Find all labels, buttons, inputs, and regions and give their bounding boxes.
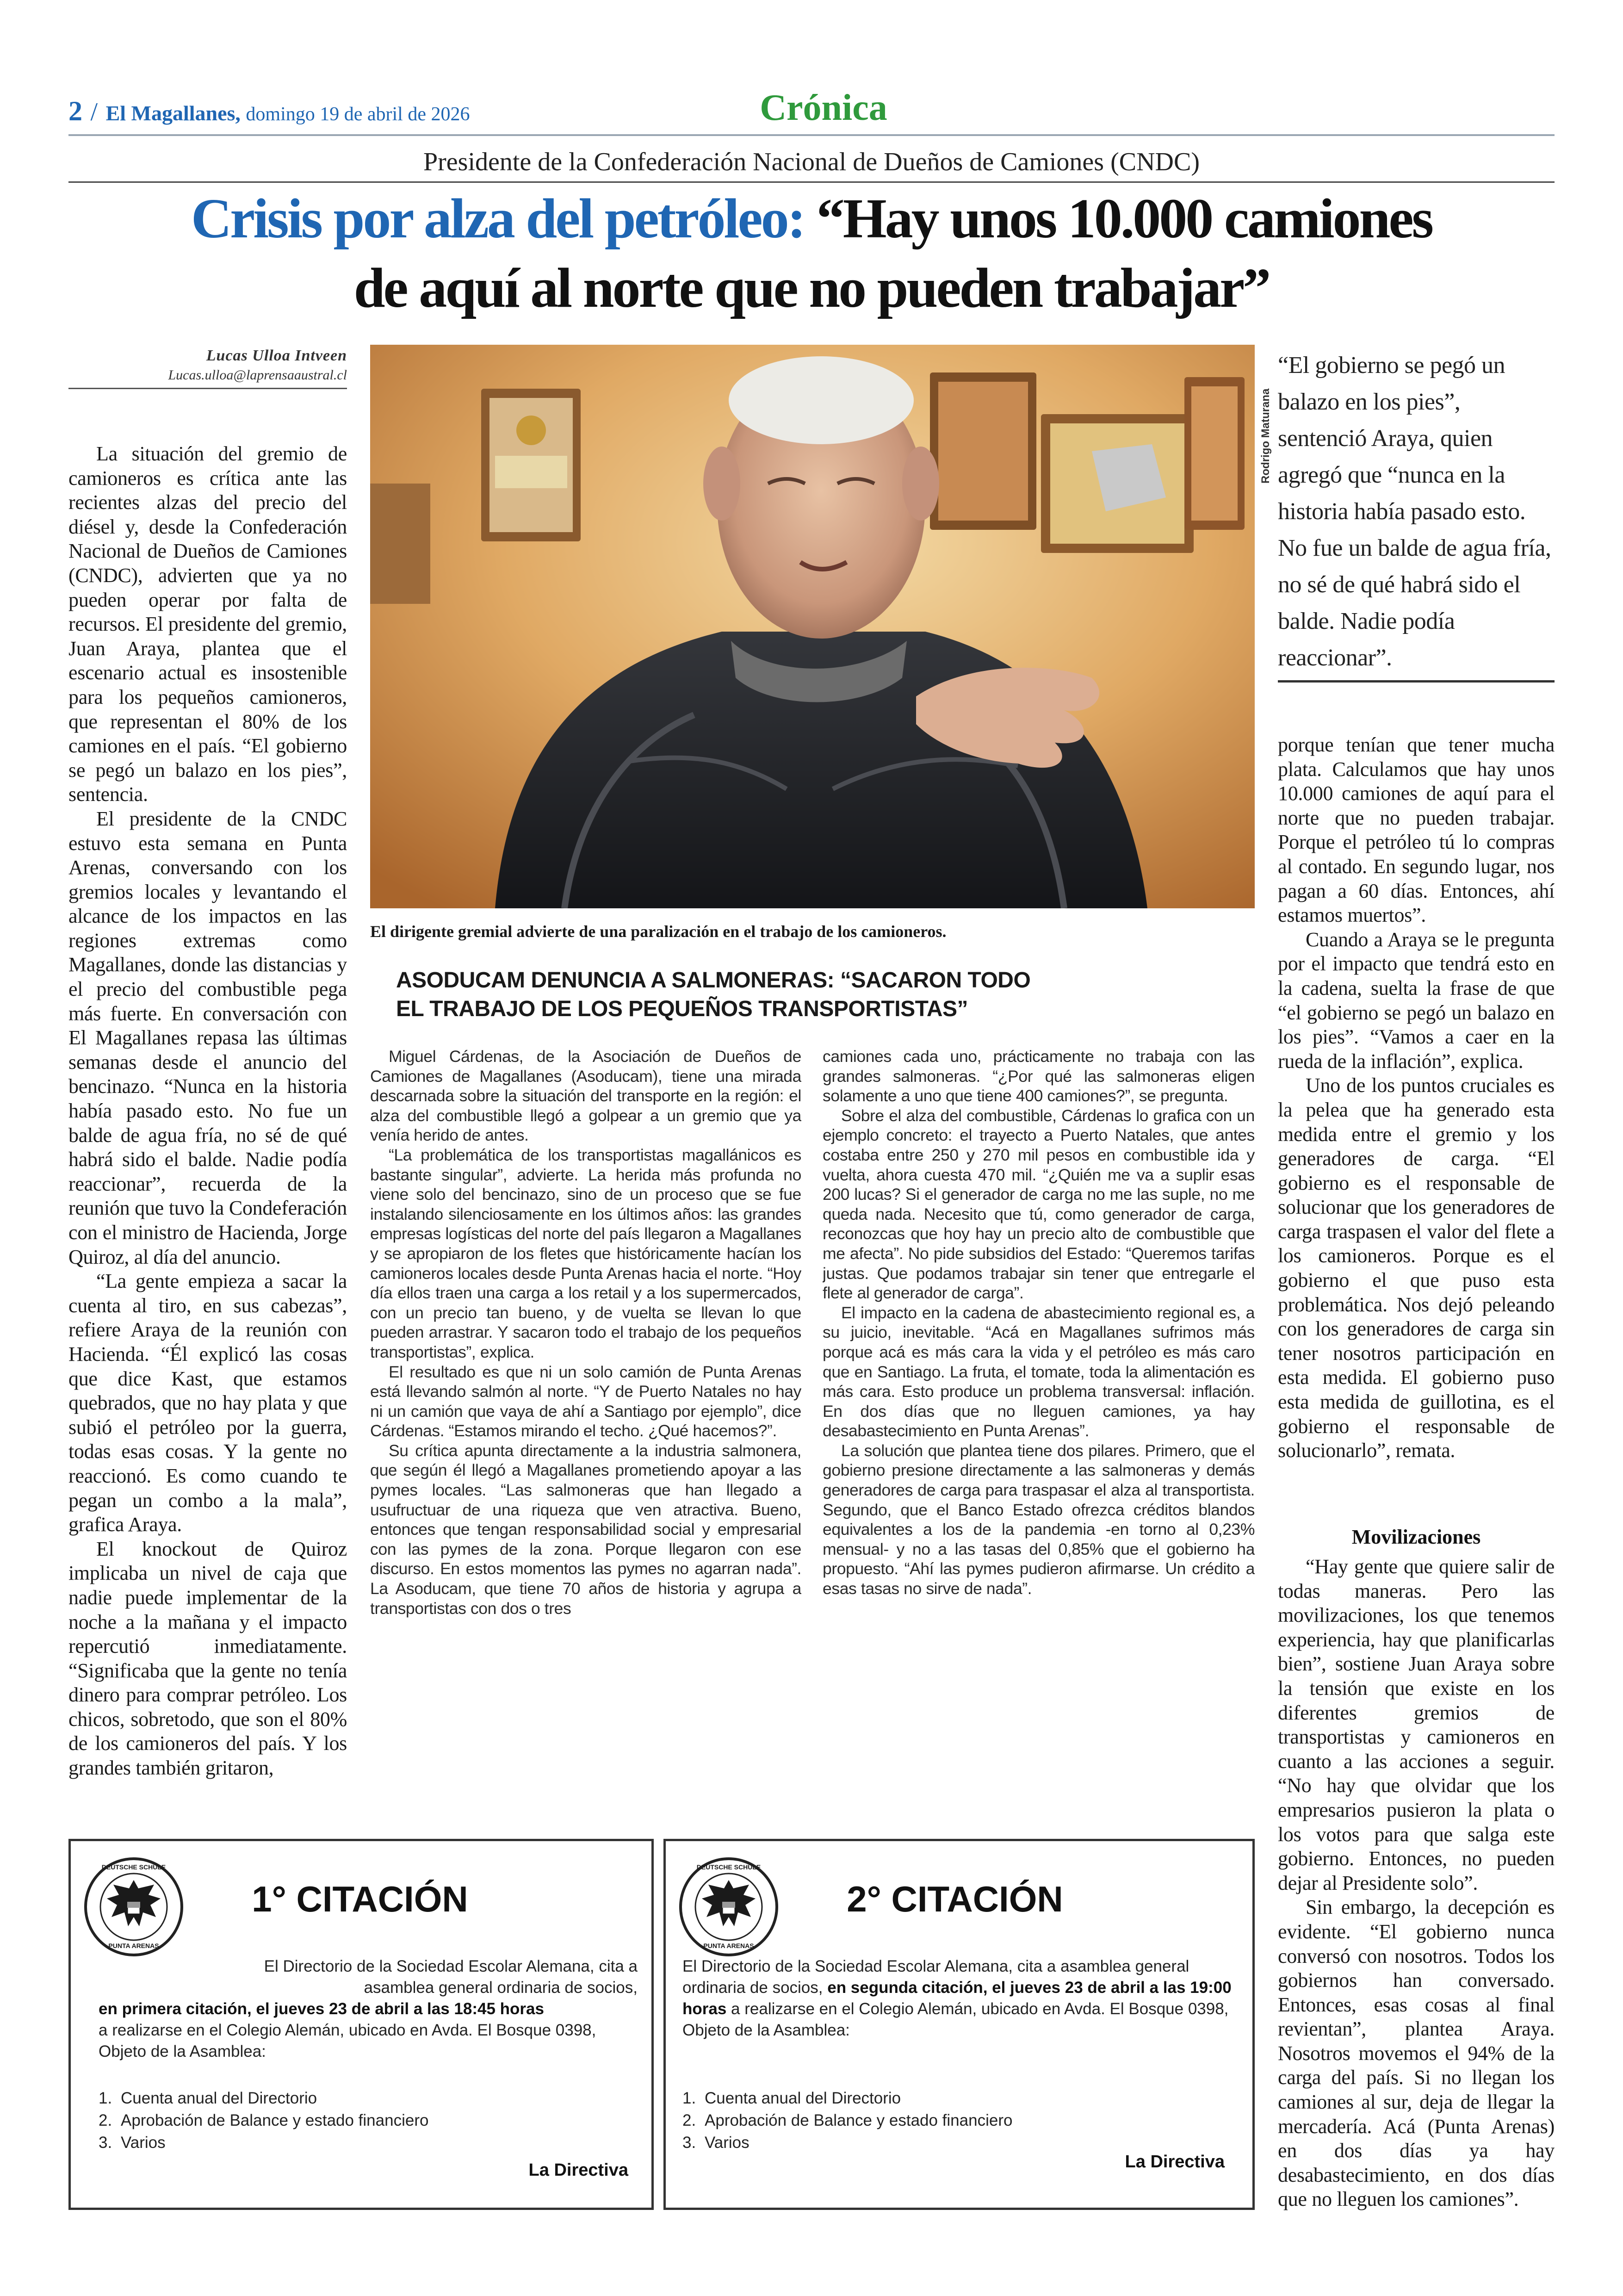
ad-citation-2 xyxy=(663,1839,1255,2210)
agenda-item: 1. Cuenta anual del Directorio xyxy=(682,2089,901,2107)
sidebar-title-line-1: ASODUCAM DENUNCIA A SALMONERAS: “SACARON TODO xyxy=(396,968,1031,993)
ad-text xyxy=(99,1956,638,2062)
paragraph: El resultado es que ni un solo camión de Punta Arenas está llevando salmón al norte. “Y de Puerto Natales no hay ni un camión que vaya de ahí a Santiago por ejemplo”, dice Cárdenas. “Estamos mirando el techo. ¿Qué hacemos?”. xyxy=(370,1362,801,1440)
main-photo xyxy=(370,345,1255,908)
left-column xyxy=(68,442,347,1825)
page-number: 2 xyxy=(68,96,82,126)
right-column-2 xyxy=(1278,1555,1555,2221)
headline xyxy=(68,184,1555,323)
ad-text-bold: en segunda citación, el jueves 23 de abril a las 19:00 horas xyxy=(682,1979,1232,2018)
ad-text-intro: El Directorio de la Sociedad Escolar Alemana, cita a asamblea general ordinaria de socios, xyxy=(264,1957,638,1997)
ad-text-intro: El Directorio de la Sociedad Escolar Alemana, cita a asamblea general ordinaria de socios, xyxy=(682,1957,1189,1997)
ad-title: 2° CITACIÓN xyxy=(847,1879,1063,1919)
byline xyxy=(68,347,347,383)
headline-quote-1: “Hay unos 10.000 camiones xyxy=(816,187,1432,250)
ad-title: 1° CITACIÓN xyxy=(252,1879,468,1919)
paragraph: “La problemática de los transportistas magallánicos es bastante singular”, advierte. La herida más profunda no viene solo del bencinazo, sino de un proceso que se fue instalando silenciosamente en los últimos años: las grandes empresas logísticas del norte del país llegaron a Magallanes y se apropiaron de los fletes que históricamente hacían los camioneros locales desde Punta Arenas hacia el norte. “Hoy día ellos traen una carga a los retail y a los supermercados, con un precio tan bueno, y de vuelta se llevan lo que pueden arrastrar. Y sacaron todo el trabajo de los pequeños transportistas”, explica. xyxy=(370,1145,801,1361)
paragraph: Sin embargo, la decepción es evidente. “El gobierno nunca conversó con nosotros. Todos los gobiernos han conversado. Entonces, esas cosas al final revientan”, plantea Araya. Nosotros movemos el 94% de la carga del país. Si no llegan los camiones al sur, deja de llegar la mercadería. Acá (Punta Arenas) en dos días ya hay desabastecimiento, en dos días que no lleguen los camiones”. xyxy=(1278,1896,1555,2211)
agenda-item: 2. Aprobación de Balance y estado financiero xyxy=(682,2111,1013,2129)
ad-agenda xyxy=(682,2087,1191,2154)
photo-illustration xyxy=(370,345,1255,908)
pull-quote-rule xyxy=(1278,680,1555,683)
right-column xyxy=(1278,733,1555,1520)
kicker: Presidente de la Confederación Nacional de Dueños de Camiones (CNDC) xyxy=(423,148,1200,176)
photo-caption: El dirigente gremial advierte de una paralización en el trabajo de los camioneros. xyxy=(370,922,947,941)
issue-date: domingo 19 de abril de 2026 xyxy=(246,104,470,125)
paper-name: El Magallanes, xyxy=(105,101,241,125)
paragraph: La situación del gremio de camioneros es crítica ante las recientes alzas del precio del diésel y, desde la Confederación Nacional de Dueños de Camiones (CNDC), advierten que ya no pueden operar por falta de recursos. El presidente del gremio, Juan Araya, plantea que el escenario actual es insostenible para los pequeños camioneros, que representan el 80% de los camiones en el país. “El gobierno se pegó un balazo en los pies”, sentencia. xyxy=(68,442,347,806)
ad-citation-1 xyxy=(68,1839,654,2210)
paragraph: Su crítica apunta directamente a la industria salmonera, que según él llegó a Magallanes prometiendo apoyar a las pymes locales. “Las salmoneras que han llegado a usufructuar de una riqueza que ven atractiva. Bueno, entonces que tengan responsabilidad social y empresarial con las pymes de la zona. Porque llegaron con ese discurso. En estos momentos las pymes no agarran nada”. La Asoducam, que tiene 70 años de historia y agrupa a transportistas con dos o tres xyxy=(370,1441,801,1618)
ad-text-venue: a realizarse en el Colegio Alemán, ubicado en Avda. El Bosque 0398, Objeto de la Asamblea: xyxy=(682,2000,1229,2039)
logo-text-bottom: PUNTA ARENAS xyxy=(108,1942,159,1949)
byline-email[interactable]: Lucas.ulloa@laprensaaustral.cl xyxy=(168,367,347,383)
sidebar-column-2 xyxy=(823,1047,1255,1803)
agenda-item: 3. Varios xyxy=(682,2134,750,2152)
sidebar-title-line-2: EL TRABAJO DE LOS PEQUEÑOS TRANSPORTISTAS” xyxy=(396,997,968,1021)
ad-text xyxy=(682,1956,1233,2041)
ad-signature: La Directiva xyxy=(1125,2152,1225,2172)
folio xyxy=(68,95,470,127)
folio-separator: / xyxy=(90,98,98,126)
ad-signature: La Directiva xyxy=(528,2160,628,2180)
paragraph: Sobre el alza del combustible, Cárdenas lo grafica con un ejemplo concreto: el trayecto a Puerto Natales, que antes costaba entre 250 y 270 mil pesos en combustible ida y vuelta, ahora cuesta 470 mil. “¿Quién me va a suplir esas 200 lucas? Si el generador de carga no me las suple, no me queda nada. Necesito que tú, como generador de carga, reconozcas que hoy hay un precio alto de combustible que me afecta”. No pide subsidios del Estado: “Queremos tarifas justas. Que podamos trabajar sin tener que entregarle el flete al generador de carga”. xyxy=(823,1106,1255,1303)
paragraph: Miguel Cárdenas, de la Asociación de Dueños de Camiones de Magallanes (Asoducam), tiene una mirada descarnada sobre la situación del transporte en la región: el alza del combustible llegó a golpear a un gremio que ya venía herido de antes. xyxy=(370,1047,801,1145)
logo-text-bottom: PUNTA ARENAS xyxy=(703,1942,754,1949)
header-rule xyxy=(68,134,1555,136)
byline-author: Lucas Ulloa Intveen xyxy=(206,347,347,364)
paragraph: “Hay gente que quiere salir de todas maneras. Pero las movilizaciones, los que tenemos experiencia, hay que planificarlas bien”, sostiene Juan Araya sobre la tensión que existe en los diferentes gremios de transportistas y camioneros en cuanto a las acciones a seguir. “No hay que olvidar que los empresarios pusieron la plata o los votos para que salga este gobierno. Entonces, no pueden dejar al Presidente solo”. xyxy=(1278,1555,1555,1894)
paragraph: porque tenían que tener mucha plata. Calculamos que hay unos 10.000 camiones de aquí para el norte que no pueden trabajar. Porque el petróleo tú lo compras al contado. En segundo lugar, nos pagan a 60 días. Entonces, ahí estamos muertos”. xyxy=(1278,733,1555,927)
section-name: Crónica xyxy=(760,87,887,128)
sidebar-title xyxy=(396,966,1233,1024)
paragraph: Uno de los puntos cruciales es la pelea que ha generado esta medida entre el gremio y los generadores de carga. “El gobierno es el responsable de solucionar que los generadores de carga traspasen el valor del flete a los camioneros. Porque es el gobierno el que puso esta problemática. Nos dejó peleando con los generadores de carga sin tener nosotros participación en esta medida. El gobierno puso esta medida de guillotina, es el gobierno el responsable de solucionarlo”, remata. xyxy=(1278,1074,1555,1462)
byline-rule xyxy=(68,388,347,389)
agenda-item: 3. Varios xyxy=(99,2134,166,2152)
photo-credit: Rodrigo Maturana xyxy=(1259,388,1272,484)
subhead: Movilizaciones xyxy=(1351,1526,1481,1548)
paragraph: El impacto en la cadena de abastecimiento regional es, a su juicio, inevitable. “Acá en Magallanes sufrimos más porque acá es más cara la vida y el petróleo es más caro que en Santiago. La fruta, el tomate, toda la alimentación es más cara. Esto produce un problema transversal: inflación. En dos días que no lleguen camiones, ya hay desabastecimiento en Punta Arenas”. xyxy=(823,1303,1255,1440)
paragraph: Cuando a Araya se le pregunta por el impacto que tendrá esto en la cadena, suelta la frase de que “el gobierno se pegó un balazo en los pies”. “Vamos a caer en la rueda de la inflación”, explica. xyxy=(1278,928,1555,1073)
logo-text-top: DEUTSCHE SCHULE xyxy=(696,1863,761,1871)
pull-quote: “El gobierno se pegó un balazo en los pies”, sentenció Araya, quien agregó que “nunca en la historia había pasado esto. No fue un balde de agua fría, no sé de qué habrá sido el balde. Nadie podía reaccionar”. xyxy=(1278,352,1551,671)
headline-line-2: de aquí al norte que no pueden trabajar” xyxy=(353,257,1270,319)
paragraph: El knockout de Quiroz implicaba un nivel de caja que nadie puede implementar de la noche a la mañana y el impacto repercutió inmediatamente. “Significaba que la gente no tenía dinero para comprar petróleo. Los chicos, sobretodo, que son el 80% de los camioneros del país. Y los grandes también gritaron, xyxy=(68,1537,347,1780)
logo-text-top: DEUTSCHE SCHULE xyxy=(101,1863,166,1871)
paragraph: El presidente de la CNDC estuvo esta semana en Punta Arenas, conversando con los gremios locales y levantando el alcance de los impactos en las regiones extremas como Magallanes, donde las distancias y el precio del combustible pega más fuerte. En conversación con El Magallanes repasa las últimas semanas desde el anuncio del bencinazo. “Nunca en la historia había pasado esto. No fue un balde de agua fría, no sé de qué habrá sido el balde. Nadie podía reaccionar”, recuerda de la reunión que tuvo la Condeferación con el ministro de Hacienda, Jorge Quiroz, al día del anuncio. xyxy=(68,807,347,1268)
ad-text-bold: en primera citación, el jueves 23 de abril a las 18:45 horas xyxy=(99,2000,544,2018)
ad-agenda xyxy=(99,2087,607,2154)
page-header xyxy=(68,87,1555,132)
agenda-item: 2. Aprobación de Balance y estado financiero xyxy=(99,2111,429,2129)
headline-line-1 xyxy=(68,184,1555,254)
agenda-item: 1. Cuenta anual del Directorio xyxy=(99,2089,317,2107)
headline-blue: Crisis por alza del petróleo: xyxy=(191,187,805,250)
kicker-rule xyxy=(68,181,1555,183)
paragraph: “La gente empieza a sacar la cuenta al tiro, en sus cabezas”, refiere Araya de la reunión con Hacienda. “Él explicó las cosas que dice Kast, que estamos quebrados, que no hay plata y que subió el petróleo por la guerra, todas esas cosas. Y la gente no reaccionó. Es como cuando te pegan un combo a la mala”, grafica Araya. xyxy=(68,1270,347,1536)
ad-text-venue: a realizarse en el Colegio Alemán, ubicado en Avda. El Bosque 0398, Objeto de la Asamblea: xyxy=(99,2021,596,2060)
sidebar-column-1 xyxy=(370,1047,801,1803)
paragraph: La solución que plantea tiene dos pilares. Primero, que el gobierno presione directamente a las salmoneras y demás generadores de carga para traspasar el alza al transportista. Segundo, que el Banco Estado ofrezca créditos blandos equivalentes a los de la pandemia -en torno al 0,23% mensual- y no a las tasas del 0,85% que el gobierno ha propuesto. “Ahí las pymes pudieron afirmarse. Un crédito a esas tasas no sirve de nada”. xyxy=(823,1441,1255,1598)
paragraph: camiones cada uno, prácticamente no trabaja con las grandes salmoneras. “¿Por qué las salmoneras eligen solamente a uno que tiene 400 camiones?”, se pregunta. xyxy=(823,1047,1255,1105)
